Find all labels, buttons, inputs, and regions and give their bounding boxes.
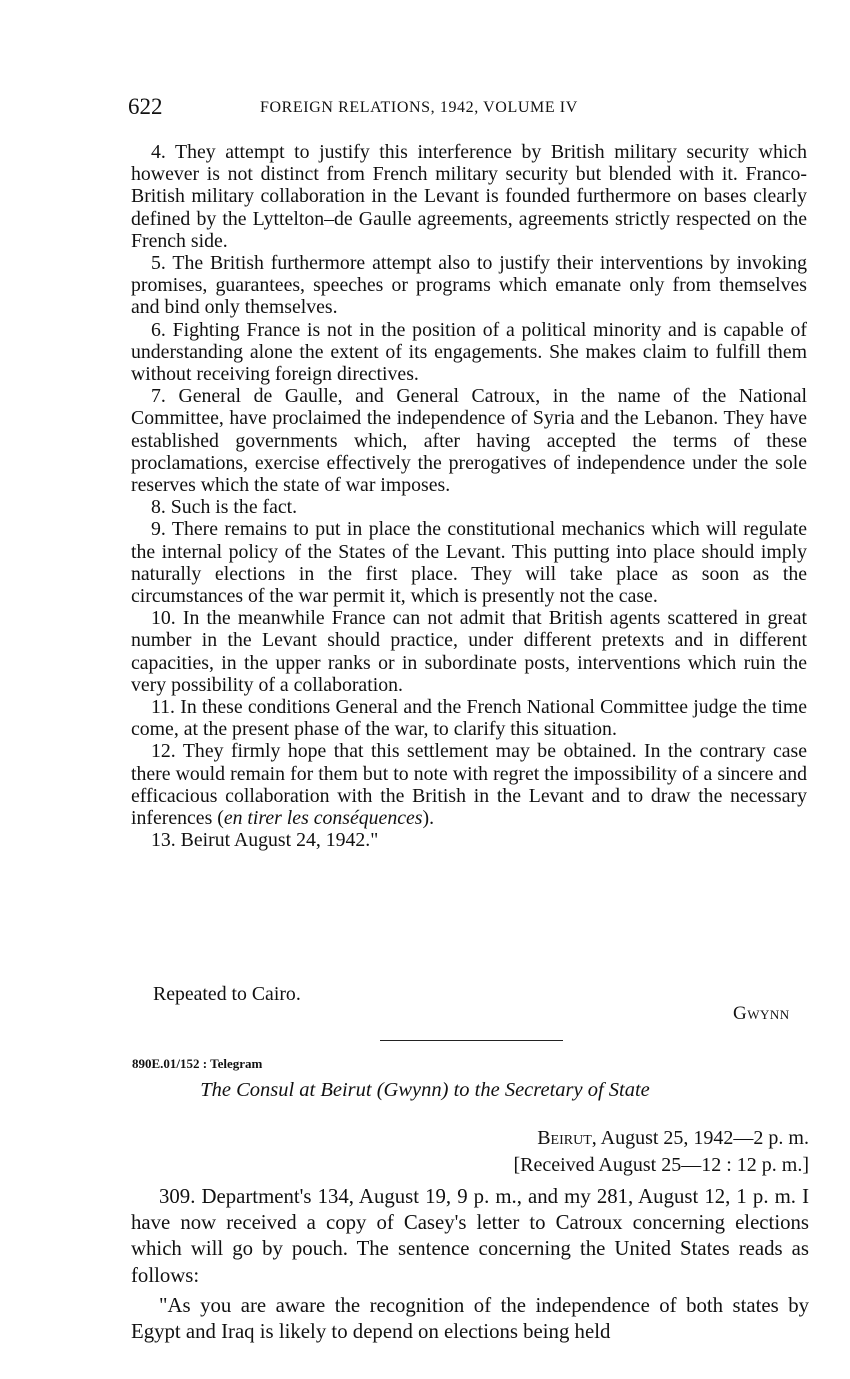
dateline-place: Beirut (537, 1127, 592, 1149)
paragraph-12-end: ). (422, 807, 435, 830)
paragraph-7: 7. General de Gaulle, and General Catroux, in the name of the National Committee, have proclaimed the independence of Syria and the Lebanon. They have established governments which, after having accepted the terms of these proclamations, exercise effectively the prerogatives of independence under the sole reserves which the state of war imposes. (131, 385, 807, 497)
quoted-sentence (131, 1293, 809, 1345)
paragraph-309: 309. Department's 134, August 19, 9 p. m., and my 281, August 12, 1 p. m. I have now received a copy of Casey's letter to Catroux concerning elections which will go by pouch. The sentence concerning the United States reads as follows: (131, 1185, 809, 1287)
paragraph-12 (131, 740, 807, 829)
dateline (537, 1127, 809, 1150)
paragraph-4: 4. They attempt to justify this interference by British military security which however is not distinct from French military security but blended with it. Franco-British military collaboration in the Levant is founded furthermore on bases clearly defined by the Lyttelton–de Gaulle agreements, agreements strictly respected on the French side. (131, 141, 807, 252)
section-divider (380, 1040, 563, 1041)
paragraph-12-french-phrase: en tirer les conséquences (223, 807, 423, 830)
paragraph-10: 10. In the meanwhile France can not admit that British agents scattered in great number in the Levant should practice, under different pretexts and in different capacities, in the upper ranks or in subordinate posts, interventions which ruin the very possibility of a collaboration. (131, 607, 807, 696)
dateline-date: , August 25, 1942—2 p. m. (591, 1127, 809, 1149)
paragraph-9: 9. There remains to put in place the constitutional mechanics which will regulate the internal policy of the States of the Levant. This putting into place should imply naturally elections in the first place. They will take place as soon as the circumstances of the war permit it, which is presently not the case. (131, 518, 807, 608)
paragraph-6: 6. Fighting France is not in the position of a political minority and is capable of understanding alone the extent of its engagements. She makes claim to fulfill them without receiving foreign directives. (131, 318, 807, 386)
page-header (128, 94, 808, 128)
signature: Gwynn (733, 1003, 790, 1024)
paragraph-13: 13. Beirut August 24, 1942." (151, 829, 379, 852)
file-reference: 890E.01/152 : Telegram (132, 1056, 263, 1071)
quote-text: "As you are aware the recognition of the independence of both states by Egypt and Iraq is likely to depend on elections being held (131, 1294, 809, 1344)
paragraph-11: 11. In these conditions General and the French National Committee judge the time come, at the present phase of the war, to clarify this situation. (131, 696, 807, 741)
document-title: The Consul at Beirut (Gwynn) to the Secretary of State (200, 1079, 650, 1101)
received-line: [Received August 25—12 : 12 p. m.] (513, 1154, 809, 1176)
telegram-309-body (131, 1184, 809, 1289)
paragraph-12-text: 12. They firmly hope that this settlement may be obtained. In the contrary case there would remain for them but to note with regret the impossibility of a sincere and efficacious collaboration with the British in the Levant and to draw the necessary inferences ( (131, 740, 807, 830)
paragraph-8: 8. Such is the fact. (151, 496, 298, 519)
repeated-to-line: Repeated to Cairo. (153, 983, 301, 1005)
telegram-continuation (131, 141, 807, 852)
running-head: FOREIGN RELATIONS, 1942, VOLUME IV (260, 99, 578, 116)
page-number: 622 (128, 94, 163, 119)
paragraph-5: 5. The British furthermore attempt also to justify their interventions by invoking promises, guarantees, speeches or programs which emanate only from themselves and bind only themselves. (131, 252, 807, 319)
